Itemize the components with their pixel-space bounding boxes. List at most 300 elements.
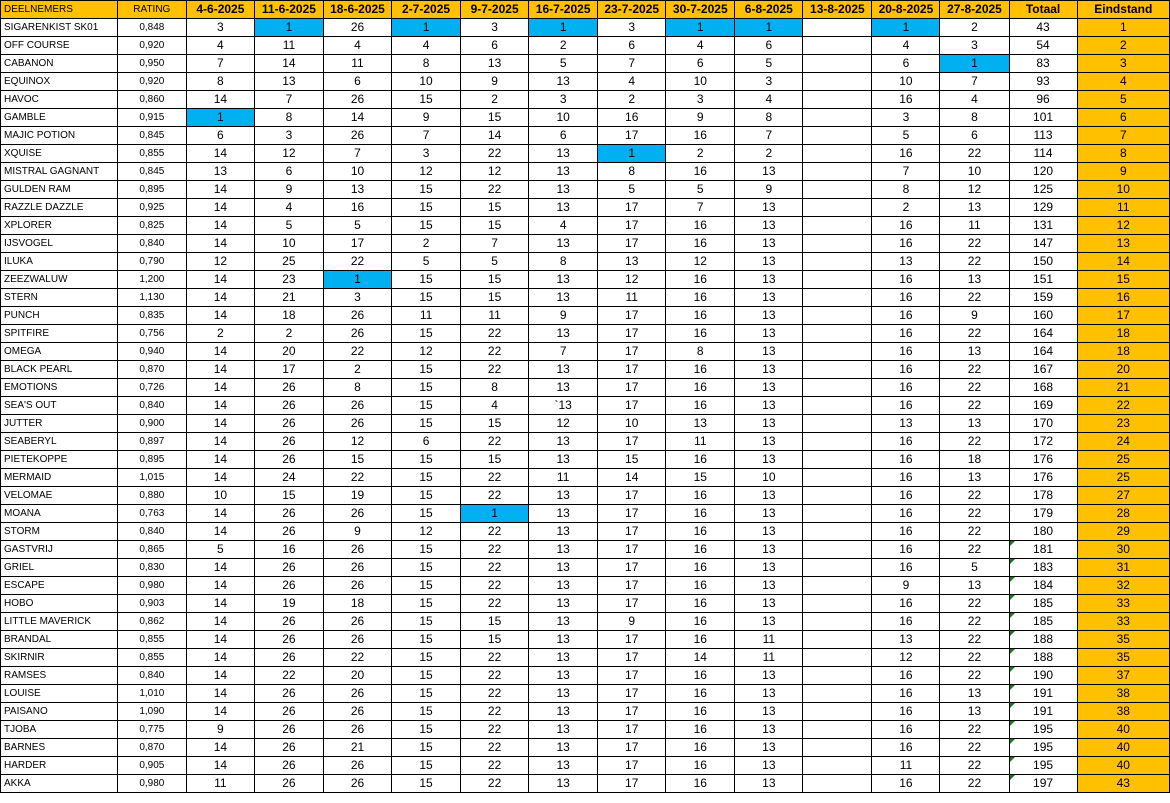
race-score-cell[interactable]: 26 — [323, 775, 391, 793]
race-score-cell[interactable]: 26 — [323, 631, 391, 649]
rating-cell[interactable]: 0,980 — [117, 577, 186, 595]
race-score-cell[interactable]: 14 — [323, 109, 391, 127]
race-score-cell[interactable]: 11 — [940, 217, 1009, 235]
participant-name[interactable]: EMOTIONS — [1, 379, 118, 397]
rating-cell[interactable]: 0,790 — [117, 253, 186, 271]
race-score-cell[interactable]: 15 — [392, 595, 461, 613]
race-score-cell[interactable]: 13 — [735, 577, 803, 595]
total-cell[interactable]: 150 — [1009, 253, 1077, 271]
race-score-cell[interactable]: 16 — [872, 433, 940, 451]
final-rank-cell[interactable]: 3 — [1077, 55, 1169, 73]
race-score-cell[interactable]: 8 — [529, 253, 598, 271]
race-score-cell[interactable]: 14 — [598, 469, 666, 487]
final-rank-cell[interactable]: 29 — [1077, 523, 1169, 541]
race-score-cell[interactable]: 11 — [254, 37, 323, 55]
race-score-cell[interactable]: 6 — [735, 37, 803, 55]
race-score-cell[interactable]: 15 — [323, 451, 391, 469]
race-score-cell[interactable]: 22 — [940, 541, 1009, 559]
total-cell[interactable]: 160 — [1009, 307, 1077, 325]
rating-cell[interactable]: 0,905 — [117, 757, 186, 775]
race-score-cell[interactable]: 14 — [666, 649, 735, 667]
race-score-cell[interactable]: 17 — [598, 775, 666, 793]
race-score-cell[interactable]: 22 — [940, 379, 1009, 397]
race-score-cell[interactable]: 3 — [186, 19, 254, 37]
race-score-cell[interactable]: 14 — [186, 91, 254, 109]
participant-name[interactable]: ZEEZWALUW — [1, 271, 118, 289]
race-score-cell[interactable]: 22 — [461, 541, 529, 559]
race-score-cell[interactable]: 26 — [254, 415, 323, 433]
race-score-cell[interactable]: 17 — [598, 217, 666, 235]
race-score-cell[interactable]: 10 — [598, 415, 666, 433]
race-score-cell[interactable]: 17 — [598, 703, 666, 721]
race-score-cell[interactable]: 13 — [940, 685, 1009, 703]
rating-cell[interactable]: 1,010 — [117, 685, 186, 703]
rating-cell[interactable]: 0,840 — [117, 523, 186, 541]
race-score-cell[interactable]: 22 — [940, 757, 1009, 775]
total-cell[interactable]: 195 — [1009, 757, 1077, 775]
race-score-cell[interactable]: 10 — [323, 163, 391, 181]
rating-cell[interactable]: 1,130 — [117, 289, 186, 307]
race-score-cell[interactable]: 22 — [461, 721, 529, 739]
race-score-cell[interactable]: 13 — [940, 271, 1009, 289]
race-score-cell[interactable]: 13 — [529, 379, 598, 397]
table-row[interactable] — [1, 55, 1170, 73]
final-rank-cell[interactable]: 40 — [1077, 757, 1169, 775]
race-score-cell[interactable]: 5 — [735, 55, 803, 73]
race-score-cell[interactable] — [803, 451, 872, 469]
race-score-cell[interactable]: 17 — [598, 631, 666, 649]
rating-cell[interactable]: 0,980 — [117, 775, 186, 793]
participant-name[interactable]: PAISANO — [1, 703, 118, 721]
race-score-cell[interactable]: 16 — [872, 613, 940, 631]
race-score-cell[interactable]: 4 — [598, 73, 666, 91]
total-cell[interactable]: 191 — [1009, 703, 1077, 721]
total-cell[interactable]: 83 — [1009, 55, 1077, 73]
race-score-cell[interactable]: 17 — [598, 559, 666, 577]
race-score-cell[interactable]: 13 — [529, 757, 598, 775]
race-score-cell[interactable]: 13 — [735, 343, 803, 361]
race-score-cell[interactable]: 7 — [940, 73, 1009, 91]
race-score-cell[interactable]: 13 — [735, 667, 803, 685]
race-score-cell[interactable]: 22 — [461, 145, 529, 163]
race-score-cell[interactable]: 16 — [872, 775, 940, 793]
final-rank-cell[interactable]: 23 — [1077, 415, 1169, 433]
race-score-cell[interactable]: 22 — [940, 667, 1009, 685]
race-score-cell[interactable]: 15 — [392, 415, 461, 433]
race-score-cell[interactable]: 22 — [461, 685, 529, 703]
race-score-cell[interactable]: 13 — [529, 541, 598, 559]
rating-cell[interactable]: 0,840 — [117, 397, 186, 415]
race-score-cell[interactable]: 22 — [461, 523, 529, 541]
race-score-cell[interactable]: 12 — [392, 163, 461, 181]
race-score-cell[interactable]: 5 — [666, 181, 735, 199]
race-score-cell[interactable]: 11 — [735, 631, 803, 649]
race-score-cell[interactable]: 13 — [598, 253, 666, 271]
race-score-cell[interactable]: 11 — [735, 649, 803, 667]
total-cell[interactable]: 185 — [1009, 595, 1077, 613]
rating-cell[interactable]: 1,015 — [117, 469, 186, 487]
race-score-cell[interactable]: 26 — [323, 91, 391, 109]
race-score-cell[interactable]: 17 — [598, 397, 666, 415]
total-cell[interactable]: 195 — [1009, 739, 1077, 757]
race-score-cell[interactable]: 15 — [666, 469, 735, 487]
participant-name[interactable]: MERMAID — [1, 469, 118, 487]
race-score-cell[interactable]: 26 — [254, 721, 323, 739]
race-score-cell[interactable] — [803, 757, 872, 775]
race-score-cell[interactable]: 2 — [254, 325, 323, 343]
race-score-cell[interactable] — [803, 469, 872, 487]
race-score-cell[interactable]: 6 — [940, 127, 1009, 145]
race-score-cell[interactable]: 16 — [666, 703, 735, 721]
race-score-cell[interactable] — [803, 253, 872, 271]
race-score-cell[interactable]: 16 — [872, 595, 940, 613]
race-score-cell[interactable]: 21 — [254, 289, 323, 307]
race-score-cell[interactable]: 18 — [254, 307, 323, 325]
race-score-cell[interactable]: 16 — [598, 109, 666, 127]
table-row[interactable] — [1, 343, 1170, 361]
race-score-cell[interactable]: 13 — [735, 253, 803, 271]
race-score-cell[interactable] — [803, 199, 872, 217]
rating-cell[interactable]: 0,840 — [117, 667, 186, 685]
rating-cell[interactable]: 0,915 — [117, 109, 186, 127]
race-score-cell[interactable]: 5 — [254, 217, 323, 235]
race-score-cell[interactable]: 15 — [392, 181, 461, 199]
final-rank-cell[interactable]: 10 — [1077, 181, 1169, 199]
race-score-cell[interactable]: 8 — [666, 343, 735, 361]
race-score-cell[interactable]: 14 — [186, 631, 254, 649]
total-cell[interactable]: 176 — [1009, 469, 1077, 487]
race-score-cell[interactable]: 16 — [872, 703, 940, 721]
race-score-cell[interactable]: 2 — [186, 325, 254, 343]
race-score-cell[interactable]: 9 — [598, 613, 666, 631]
race-score-cell[interactable]: 19 — [323, 487, 391, 505]
participant-name[interactable]: SEABERYL — [1, 433, 118, 451]
race-score-cell[interactable]: 22 — [461, 577, 529, 595]
race-score-cell[interactable]: 22 — [461, 343, 529, 361]
race-score-cell[interactable]: 17 — [598, 343, 666, 361]
race-score-cell[interactable] — [803, 667, 872, 685]
race-score-cell[interactable]: 17 — [598, 541, 666, 559]
race-score-cell[interactable]: 14 — [186, 757, 254, 775]
race-score-cell[interactable]: 26 — [323, 613, 391, 631]
race-score-cell[interactable]: 26 — [254, 631, 323, 649]
race-score-cell[interactable]: 13 — [735, 487, 803, 505]
final-rank-cell[interactable]: 5 — [1077, 91, 1169, 109]
race-score-cell[interactable]: 17 — [598, 721, 666, 739]
race-score-cell[interactable]: 16 — [872, 361, 940, 379]
table-row[interactable] — [1, 397, 1170, 415]
final-rank-cell[interactable]: 38 — [1077, 703, 1169, 721]
race-score-cell[interactable]: 14 — [186, 451, 254, 469]
total-cell[interactable]: 179 — [1009, 505, 1077, 523]
participant-name[interactable]: BRANDAL — [1, 631, 118, 649]
race-score-cell[interactable]: 13 — [735, 595, 803, 613]
race-score-cell[interactable]: 12 — [461, 163, 529, 181]
header-race-date[interactable]: 18-6-2025 — [323, 1, 391, 19]
table-row[interactable] — [1, 37, 1170, 55]
race-score-cell[interactable]: 7 — [186, 55, 254, 73]
race-score-cell[interactable]: 13 — [529, 559, 598, 577]
participant-name[interactable]: GRIEL — [1, 559, 118, 577]
total-cell[interactable]: 172 — [1009, 433, 1077, 451]
race-score-cell[interactable]: 13 — [529, 433, 598, 451]
race-score-cell[interactable]: 26 — [323, 415, 391, 433]
race-score-cell[interactable]: 13 — [529, 595, 598, 613]
race-score-cell[interactable]: 26 — [323, 505, 391, 523]
race-score-cell[interactable]: 16 — [666, 451, 735, 469]
race-score-cell[interactable]: 15 — [392, 541, 461, 559]
race-score-cell[interactable]: 4 — [666, 37, 735, 55]
race-score-cell[interactable]: 13 — [529, 631, 598, 649]
race-score-cell[interactable]: 2 — [529, 37, 598, 55]
final-rank-cell[interactable]: 12 — [1077, 217, 1169, 235]
race-score-cell[interactable]: 13 — [461, 55, 529, 73]
table-row[interactable] — [1, 181, 1170, 199]
race-score-cell[interactable]: 26 — [323, 19, 391, 37]
race-score-cell[interactable]: 14 — [186, 703, 254, 721]
race-score-cell[interactable]: 17 — [598, 325, 666, 343]
participant-name[interactable]: SKIRNIR — [1, 649, 118, 667]
race-score-cell[interactable]: 16 — [666, 631, 735, 649]
race-score-cell[interactable]: 22 — [940, 145, 1009, 163]
race-score-cell[interactable]: 13 — [186, 163, 254, 181]
rating-cell[interactable]: 0,855 — [117, 145, 186, 163]
race-score-cell[interactable]: 13 — [529, 739, 598, 757]
race-score-cell[interactable]: 13 — [529, 649, 598, 667]
table-row[interactable] — [1, 325, 1170, 343]
race-score-cell[interactable]: 12 — [323, 433, 391, 451]
race-score-cell[interactable]: 13 — [529, 361, 598, 379]
race-score-cell[interactable] — [803, 289, 872, 307]
race-score-cell[interactable]: 26 — [254, 559, 323, 577]
total-cell[interactable]: 159 — [1009, 289, 1077, 307]
race-score-cell-winner[interactable]: 1 — [461, 505, 529, 523]
race-score-cell[interactable]: 16 — [872, 487, 940, 505]
race-score-cell[interactable]: 5 — [529, 55, 598, 73]
race-score-cell[interactable]: 11 — [392, 307, 461, 325]
race-score-cell[interactable]: 14 — [186, 559, 254, 577]
total-cell[interactable]: 113 — [1009, 127, 1077, 145]
race-score-cell[interactable]: 22 — [461, 487, 529, 505]
race-score-cell[interactable]: 3 — [940, 37, 1009, 55]
table-row[interactable] — [1, 73, 1170, 91]
table-row[interactable] — [1, 469, 1170, 487]
race-score-cell[interactable]: 22 — [940, 325, 1009, 343]
table-row[interactable] — [1, 253, 1170, 271]
race-score-cell[interactable]: 15 — [254, 487, 323, 505]
race-score-cell[interactable]: 13 — [940, 199, 1009, 217]
race-score-cell[interactable]: 26 — [323, 703, 391, 721]
race-score-cell[interactable]: 18 — [323, 595, 391, 613]
race-score-cell[interactable] — [803, 415, 872, 433]
final-rank-cell[interactable]: 15 — [1077, 271, 1169, 289]
final-rank-cell[interactable]: 18 — [1077, 325, 1169, 343]
total-cell[interactable]: 151 — [1009, 271, 1077, 289]
race-score-cell[interactable]: 20 — [323, 667, 391, 685]
race-score-cell[interactable]: 22 — [940, 253, 1009, 271]
race-score-cell[interactable]: 7 — [323, 145, 391, 163]
rating-cell[interactable]: 0,925 — [117, 199, 186, 217]
race-score-cell[interactable]: 26 — [323, 541, 391, 559]
final-rank-cell[interactable]: 17 — [1077, 307, 1169, 325]
race-score-cell[interactable]: 16 — [872, 307, 940, 325]
table-row[interactable] — [1, 505, 1170, 523]
table-row[interactable] — [1, 703, 1170, 721]
final-rank-cell[interactable]: 14 — [1077, 253, 1169, 271]
race-score-cell[interactable]: 26 — [254, 379, 323, 397]
race-score-cell[interactable]: 13 — [529, 73, 598, 91]
race-score-cell[interactable]: 11 — [461, 307, 529, 325]
race-score-cell[interactable]: 16 — [666, 721, 735, 739]
table-row[interactable] — [1, 541, 1170, 559]
rating-cell[interactable]: 0,845 — [117, 163, 186, 181]
race-score-cell[interactable]: 16 — [872, 469, 940, 487]
race-score-cell[interactable] — [803, 595, 872, 613]
race-score-cell[interactable]: 17 — [598, 379, 666, 397]
race-score-cell[interactable]: 12 — [529, 415, 598, 433]
race-score-cell[interactable]: 12 — [598, 271, 666, 289]
race-score-cell[interactable]: 13 — [529, 181, 598, 199]
rating-cell[interactable]: 0,835 — [117, 307, 186, 325]
race-score-cell[interactable]: 8 — [323, 379, 391, 397]
race-score-cell[interactable]: 8 — [735, 109, 803, 127]
race-score-cell[interactable]: 26 — [254, 433, 323, 451]
race-score-cell[interactable]: 13 — [323, 181, 391, 199]
race-score-cell[interactable]: 9 — [872, 577, 940, 595]
race-score-cell[interactable]: 16 — [872, 505, 940, 523]
race-score-cell[interactable] — [803, 379, 872, 397]
race-score-cell[interactable]: 2 — [598, 91, 666, 109]
final-rank-cell[interactable]: 38 — [1077, 685, 1169, 703]
race-score-cell[interactable]: 13 — [254, 73, 323, 91]
race-score-cell[interactable]: 24 — [254, 469, 323, 487]
final-rank-cell[interactable]: 6 — [1077, 109, 1169, 127]
race-score-cell[interactable]: 26 — [254, 397, 323, 415]
race-score-cell[interactable]: 22 — [940, 649, 1009, 667]
final-rank-cell[interactable]: 27 — [1077, 487, 1169, 505]
race-score-cell[interactable]: `13 — [529, 397, 598, 415]
race-score-cell[interactable]: 5 — [872, 127, 940, 145]
race-score-cell[interactable]: 13 — [529, 235, 598, 253]
race-score-cell[interactable]: 15 — [461, 451, 529, 469]
race-score-cell[interactable]: 15 — [461, 109, 529, 127]
table-row[interactable] — [1, 433, 1170, 451]
race-score-cell[interactable] — [803, 163, 872, 181]
race-score-cell[interactable]: 17 — [323, 235, 391, 253]
race-score-cell[interactable]: 13 — [735, 685, 803, 703]
rating-cell[interactable]: 0,840 — [117, 235, 186, 253]
header-race-date[interactable]: 20-8-2025 — [872, 1, 940, 19]
race-score-cell[interactable] — [803, 559, 872, 577]
race-score-cell[interactable]: 13 — [872, 631, 940, 649]
race-score-cell[interactable]: 13 — [529, 577, 598, 595]
race-score-cell[interactable]: 7 — [735, 127, 803, 145]
race-score-cell[interactable]: 13 — [735, 199, 803, 217]
race-score-cell[interactable]: 16 — [666, 541, 735, 559]
participant-name[interactable]: EQUINOX — [1, 73, 118, 91]
race-score-cell[interactable]: 9 — [666, 109, 735, 127]
race-score-cell[interactable]: 16 — [872, 397, 940, 415]
race-score-cell[interactable]: 26 — [254, 577, 323, 595]
rating-cell[interactable]: 0,895 — [117, 181, 186, 199]
race-score-cell[interactable]: 6 — [323, 73, 391, 91]
race-score-cell[interactable]: 22 — [940, 505, 1009, 523]
header-race-date[interactable]: 2-7-2025 — [392, 1, 461, 19]
race-score-cell[interactable]: 3 — [392, 145, 461, 163]
race-score-cell[interactable]: 3 — [666, 91, 735, 109]
race-score-cell[interactable]: 13 — [529, 667, 598, 685]
race-score-cell[interactable]: 22 — [940, 289, 1009, 307]
race-score-cell[interactable]: 8 — [186, 73, 254, 91]
total-cell[interactable]: 114 — [1009, 145, 1077, 163]
participant-name[interactable]: BLACK PEARL — [1, 361, 118, 379]
final-rank-cell[interactable]: 22 — [1077, 397, 1169, 415]
race-score-cell[interactable]: 13 — [666, 415, 735, 433]
race-score-cell[interactable]: 26 — [254, 451, 323, 469]
race-score-cell[interactable]: 26 — [323, 721, 391, 739]
race-score-cell[interactable]: 13 — [529, 451, 598, 469]
race-score-cell[interactable]: 21 — [323, 739, 391, 757]
race-score-cell[interactable] — [803, 55, 872, 73]
final-rank-cell[interactable]: 18 — [1077, 343, 1169, 361]
race-score-cell[interactable]: 22 — [940, 361, 1009, 379]
total-cell[interactable]: 180 — [1009, 523, 1077, 541]
race-score-cell[interactable]: 15 — [392, 487, 461, 505]
race-score-cell[interactable] — [803, 181, 872, 199]
race-score-cell[interactable]: 14 — [186, 397, 254, 415]
race-score-cell[interactable] — [803, 631, 872, 649]
race-score-cell[interactable] — [803, 775, 872, 793]
race-score-cell[interactable]: 6 — [529, 127, 598, 145]
rating-cell[interactable]: 0,763 — [117, 505, 186, 523]
race-score-cell[interactable] — [803, 37, 872, 55]
race-score-cell[interactable]: 22 — [940, 595, 1009, 613]
race-score-cell[interactable]: 22 — [461, 757, 529, 775]
header-rating[interactable]: RATING — [117, 1, 186, 19]
race-score-cell[interactable]: 15 — [392, 397, 461, 415]
race-score-cell[interactable]: 13 — [735, 235, 803, 253]
race-score-cell[interactable]: 4 — [461, 397, 529, 415]
race-score-cell[interactable]: 7 — [529, 343, 598, 361]
race-score-cell[interactable]: 13 — [735, 379, 803, 397]
race-score-cell[interactable]: 17 — [598, 361, 666, 379]
race-score-cell[interactable]: 14 — [186, 271, 254, 289]
total-cell[interactable]: 188 — [1009, 631, 1077, 649]
race-score-cell[interactable]: 22 — [461, 361, 529, 379]
race-score-cell-winner[interactable]: 1 — [872, 19, 940, 37]
rating-cell[interactable]: 0,862 — [117, 613, 186, 631]
race-score-cell[interactable]: 16 — [666, 325, 735, 343]
race-score-cell[interactable]: 22 — [461, 469, 529, 487]
participant-name[interactable]: STORM — [1, 523, 118, 541]
race-score-cell[interactable]: 17 — [254, 361, 323, 379]
race-score-cell[interactable]: 17 — [598, 595, 666, 613]
participant-name[interactable]: MOANA — [1, 505, 118, 523]
race-score-cell[interactable]: 10 — [940, 163, 1009, 181]
race-score-cell[interactable]: 16 — [666, 739, 735, 757]
table-row[interactable] — [1, 217, 1170, 235]
race-score-cell[interactable] — [803, 685, 872, 703]
race-score-cell[interactable]: 13 — [940, 703, 1009, 721]
race-score-cell[interactable]: 22 — [461, 181, 529, 199]
participant-name[interactable]: STERN — [1, 289, 118, 307]
race-score-cell[interactable]: 15 — [392, 451, 461, 469]
participant-name[interactable]: ESCAPE — [1, 577, 118, 595]
total-cell[interactable]: 169 — [1009, 397, 1077, 415]
race-score-cell[interactable]: 11 — [666, 433, 735, 451]
race-score-cell[interactable] — [803, 397, 872, 415]
race-score-cell[interactable]: 13 — [735, 739, 803, 757]
